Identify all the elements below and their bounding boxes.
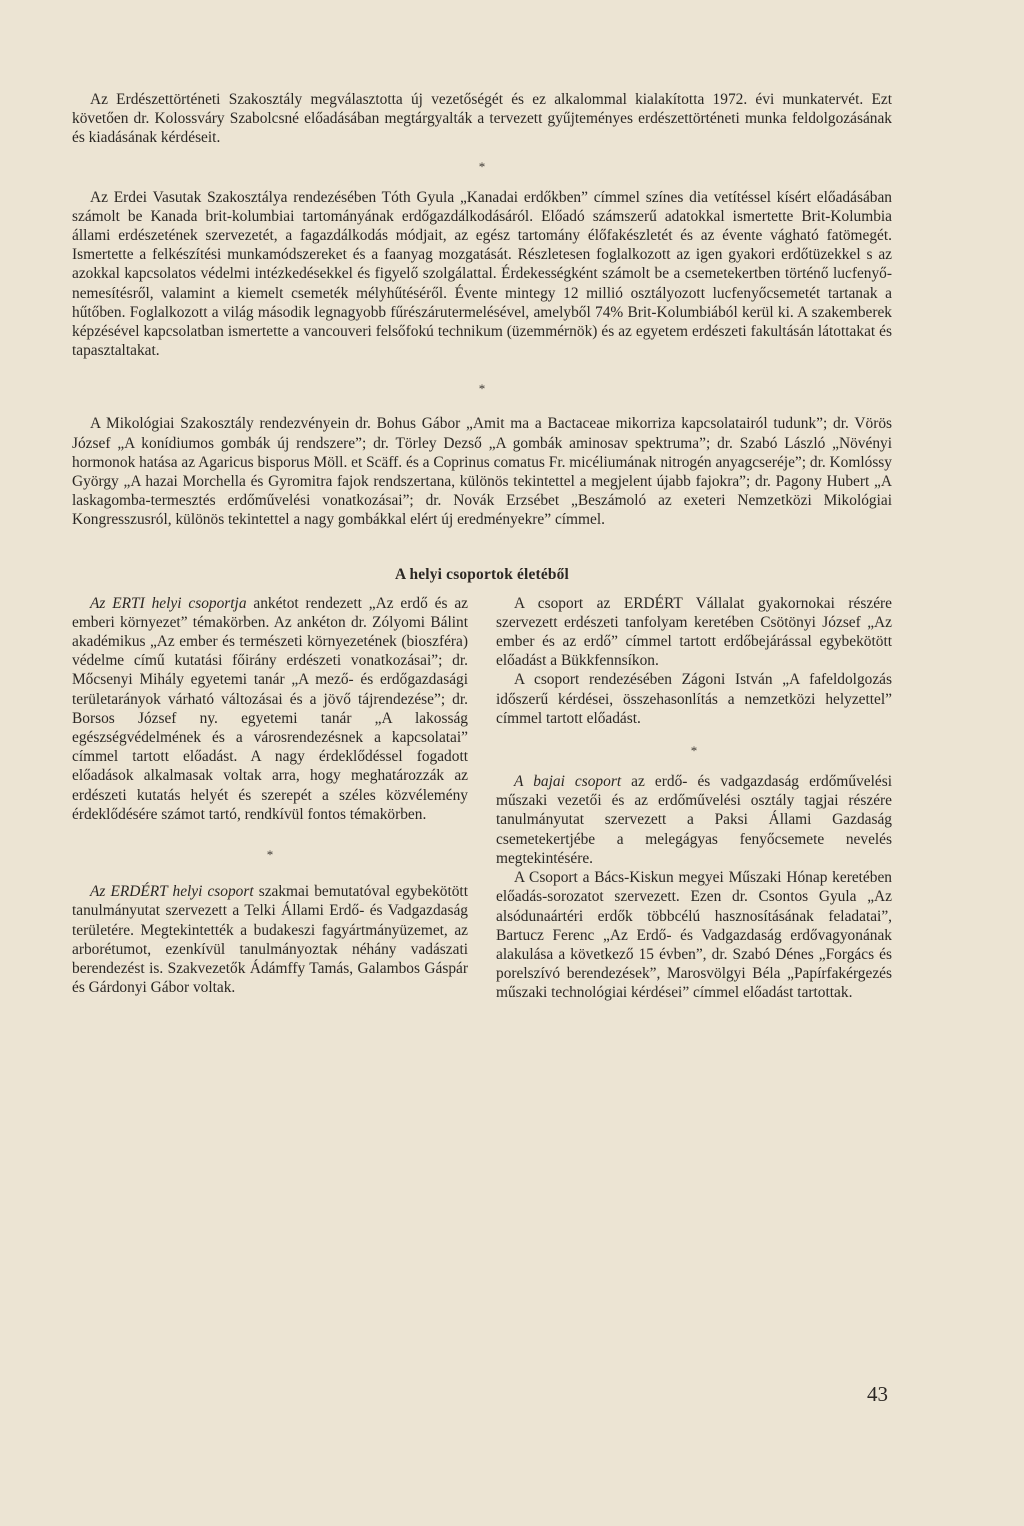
- paragraph-text: szakmai bemutatóval egybekötött tanulmányutat szervezett a Telki Állami Erdő- és Vadgazdaság területére. Megtekintették a budakeszi fagyártmányüzemet, az arborétumot, ezenkívül tanulmányoztak néhány vadászati berendezést is. Szakvezetők Ádámffy Tamás, Galambos Gáspár és Gárdonyi Gábor voltak.: [72, 883, 468, 997]
- page-content: [72, 90, 892, 1003]
- section-separator: *: [478, 381, 486, 397]
- section-separator: *: [478, 158, 486, 174]
- group-name: Az ERTI helyi csoportja: [90, 594, 247, 612]
- paragraph-erti-group: [72, 594, 468, 824]
- section-separator: *: [266, 847, 274, 863]
- page-number: 43: [867, 1382, 888, 1406]
- paragraph-zagoni-lecture: A csoport rendezésében Zágoni István „A fafeldolgozás időszerű kérdései, összehasonlítás a nemzetközi helyzettel” címmel tartott előadást.: [496, 671, 892, 727]
- paragraph-erdert-training: A csoport az ERDÉRT Vállalat gyakornokai részére szervezett erdészeti tanfolyam keretében Csötönyi József „Az ember és az erdő” címmel tartott erdőbejárással egybekötött előadást a Bükkfennsíkon.: [496, 594, 892, 670]
- left-column: [72, 594, 468, 1003]
- paragraph-text: ankétot rendezett „Az erdő és az emberi környezet” témakörben. Az ankéton dr. Zólyomi Bálint akadémikus „Az ember és természeti környezetének (bioszféra) védelme című kutatási főirány erdészeti vonatkozásai”; dr. Mőcsenyi Mihály egyetemi tanár „A mező- és erdőgazdasági területarányok várható változásai és a jövő tájrendezése”; dr. Borsos József ny. egyetemi tanár „A lakosság egészségvédelmének és a városrendezésnek a kapcsolatai” címmel tartott előadást. A nagy érdeklődéssel fogadott előadások alkalmasak voltak arra, hogy meghatározzák az erdészeti kutatás helyét és szerepét a széles közvélemény érdeklődésére számot tartó, rendkívül fontos témakörben.: [72, 594, 468, 823]
- group-name: Az ERDÉRT helyi csoport: [90, 883, 254, 901]
- paragraph-history-section: Az Erdészettörténeti Szakosztály megválasztotta új vezetőségét és ez alkalommal kialakította 1972. évi munkatervét. Ezt követően dr. Kolossváry Szabolcsné előadásában megtárgyalták a tervezett gyűjteményes erdészettörténeti munka feldolgozásának és kiadásának kérdéseit.: [72, 91, 892, 147]
- paragraph-text: az erdő- és vadgazdaság erdőművelési műszaki vezetői és az erdőművelési osztály tagjai részére tanulmányutat szervezett a Paksi Állami Gazdaság csemetekertjébe a melegágyas fenyőcsemete nevelés megtekintésére.: [496, 773, 892, 867]
- section-separator: *: [690, 743, 698, 759]
- paragraph-technical-month: A Csoport a Bács-Kiskun megyei Műszaki Hónap keretében előadás-sorozatot szervezett. Ezen dr. Csontos Gyula „Az alsódunaártéri erdők többcélú hasznosításának feladatai”, Bartucz Ferenc „Az Erdő- és Vadgazdaság erdővagyonának alakulása a következő 15 évben”, dr. Szabó Dénes „Forgács és porelszívó berendezések”, Marosvölgyi Béla „Papírfakérgezés műszaki technológiai kérdései” címmel előadást tartottak.: [496, 869, 892, 1002]
- group-name: A bajai csoport: [514, 773, 622, 791]
- two-column-body: [72, 594, 892, 1003]
- section-heading: A helyi csoportok életéből: [394, 565, 570, 583]
- right-column: [496, 594, 892, 1003]
- paragraph-erdert-group: [72, 882, 468, 997]
- paragraph-baja-group: [496, 772, 892, 868]
- paragraph-mycology: A Mikológiai Szakosztály rendezvényein dr. Bohus Gábor „Amit ma a Bactaceae mikorriza kapcsolatairól tudunk”; dr. Vörös József „A konídiumos gombák új rendszere”; dr. Törley Dezső „A gombák aminosav spektruma”; dr. Szabó László „Növényi hormonok hatása az Agaricus bisporus Möll. et Scäff. és a Coprinus comatus Fr. micéliumának nitrogén anyagcseréje”; dr. Komlóssy György „A hazai Morchella és Gyromitra fajok rendszertana, különös tekintettel a megjelent újabb fajokra”; dr. Pagony Hubert „A laskagomba-termesztés erdőművelési vonatkozásai”; dr. Novák Erzsébet „Beszámoló az exeteri Nemzetközi Mikológiai Kongresszusról, különös tekintettel a nagy gombákkal elért új eredményekre” címmel.: [72, 415, 892, 529]
- paragraph-forest-railways: Az Erdei Vasutak Szakosztálya rendezésében Tóth Gyula „Kanadai erdőkben” címmel színes dia vetítéssel kísért előadásában számolt be Kanada brit-kolumbiai tartományának erdőgazdálkodásáról. Előadó számszerű adatokkal ismertette Brit-Kolumbia állami erdészetének szervezetét, a fagazdálkodás módjait, az egész tartomány élőfakészletét és az évente vágható fatömegét. Ismertette a felkészítési munkamódszereket és a faanyag mozgatását. Részletesen foglalkozott az igen gyakori erdőtüzekkel s az azokkal kapcsolatos védelmi intézkedésekkel és figyelő szolgálattal. Érdekességként számolt be a csemetekertben történő lucfenyő-nemesítésről, valamint a kiemelt csemeték mélyhűtéséről. Évente mintegy 12 millió osztályozott lucfenyőcsemetét tartanak a hűtőben. Foglalkozott a világ második legnagyobb fűrészárutermelésével, amelyből 74% Brit-Kolumbiából kerül ki. A szakemberek képzésével kapcsolatban ismertette a vancouveri felsőfokú technikum (üzemmérnök) és az egyetem erdészeti fakultásán látottakat és tapasztaltakat.: [72, 188, 892, 360]
